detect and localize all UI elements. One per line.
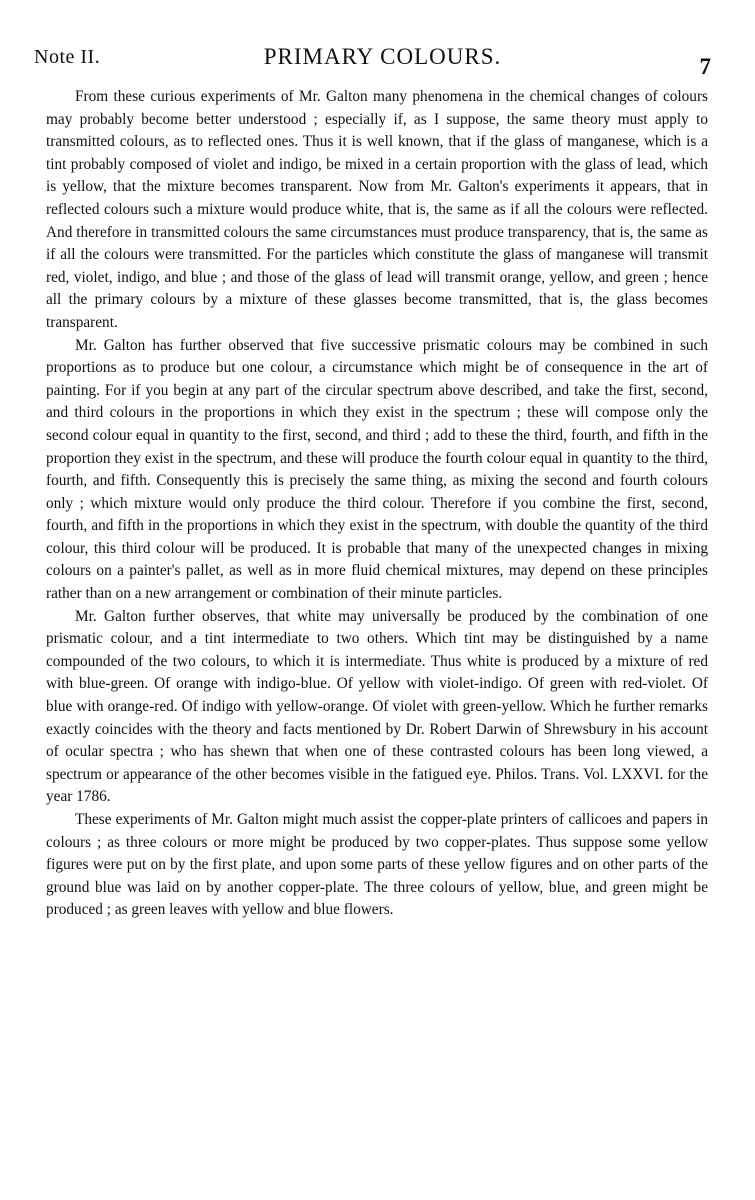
page-title: PRIMARY COLOURS. (263, 44, 502, 69)
paragraph: From these curious experiments of Mr. Galton many phenomena in the chemical changes of colours may probably become better understood ; especially if, as I suppose, the same theory must apply to transmitted colours, as to reflected ones. Thus it is well known, that if the glass of manganese, which is a tint probably composed of violet and indigo, be mixed in a certain proportion with the glass of lead, which is yellow, that the mixture becomes transparent. Now from Mr. Galton's experiments it appears, that in reflected colours such a mixture would produce white, that is, the same as if all the colours were reflected. And therefore in transmitted colours the same circumstances must produce transparency, that is, the same as if all the colours were transmitted. For the particles which constitute the glass of manganese will transmit red, violet, indigo, and blue ; and those of the glass of lead will transmit orange, yellow, and green ; hence all the primary colours by a mixture of these glasses become transmitted, that is, the glass becomes transparent. (46, 88, 708, 331)
paragraph: Mr. Galton has further observed that five successive prismatic colours may be combined in such proportions as to produce but one colour, a circumstance which might be of consequence in the art of painting. For if you begin at any part of the circular spectrum above described, and take the first, second, and third colours in the proportions in which they exist in the spectrum ; these will compose only the second colour equal in quantity to the first, second, and third ; add to these the third, fourth, and fifth in the proportion they exist in the spectrum, and these will produce the fourth colour equal in quantity to the third, fourth, and fifth. Consequently this is precisely the same thing, as mixing the second and fourth colours only ; which mixture would only produce the third colour. Therefore if you combine the first, second, fourth, and fifth in the proportions in which they exist in the spectrum, with double the quantity of the third colour, this third colour will be produced. It is probable that many of the unexpected changes in mixing colours on a painter's pallet, as well as in more fluid chemical mixtures, may depend on these principles rather than on a new arrangement or combination of their minute particles. (46, 336, 708, 603)
paragraph: Mr. Galton further observes, that white may universally be produced by the combination of one prismatic colour, and a tint intermediate to two others. Which tint may be distinguished by a name compounded of the two colours, to which it is intermediate. Thus white is produced by a mixture of red with blue-green. Of orange with indigo-blue. Of yellow with violet-indigo. Of green with red-violet. Of blue with orange-red. Of indigo with yellow-orange. Of violet with green-yellow. Which he further remarks exactly coincides with the theory and facts mentioned by Dr. Robert Darwin of Shrewsbury in his account of ocular spectra ; who has shewn that when one of these contrasted colours has been long viewed, a spectrum or appearance of the other becomes visible in the fatigued eye. Philos. Trans. Vol. LXXVI. for the year 1786. (46, 607, 708, 806)
body-text (46, 86, 708, 922)
page-number: 7 (699, 54, 711, 79)
note-label: Note II. (34, 46, 101, 68)
paragraph: These experiments of Mr. Galton might much assist the copper-plate printers of callicoes and papers in colours ; as three colours or more might be produced by two copper-plates. Thus suppose some yellow figures were put on by the first plate, and upon some parts of these yellow figures and on other parts of the ground blue was laid on by another copper-plate. The three colours of yellow, blue, and green might be produced ; as green leaves with yellow and blue flowers. (46, 811, 708, 919)
running-head (34, 42, 711, 82)
